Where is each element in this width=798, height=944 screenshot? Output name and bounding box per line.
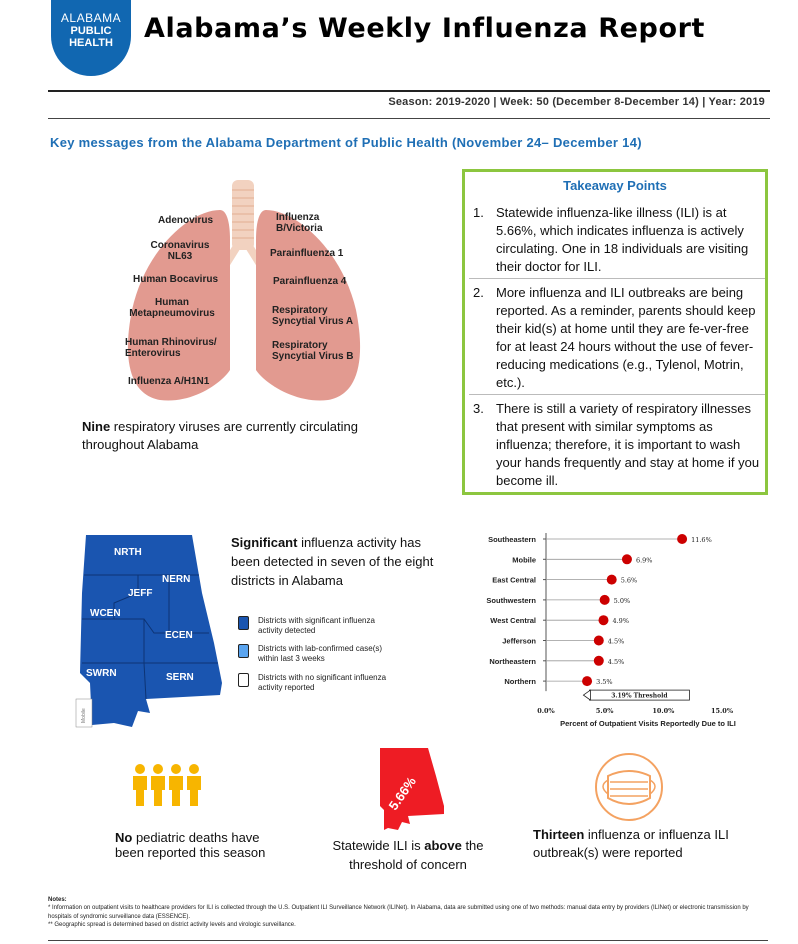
virus-label-influenza-b: Influenza B/Victoria	[276, 212, 323, 234]
chart-value-label: 5.0%	[613, 596, 631, 605]
point-text: Statewide influenza-like illness (ILI) is at 5.66%, which indicates influenza is actively circulating. One in 18 individuals are visiting their doctor for ILI.	[496, 205, 749, 274]
virus-label-metapneumovirus: Human Metapneumovirus	[129, 297, 215, 319]
chart-value-label: 5.6%	[620, 576, 638, 585]
notes	[48, 896, 768, 929]
legend-item-no-activity	[238, 673, 398, 693]
statewide-pre: Statewide ILI is	[332, 838, 425, 853]
nine-viruses-text	[82, 418, 402, 454]
map-label-swrn: SWRN	[86, 668, 117, 679]
takeaway-title: Takeaway Points	[563, 178, 667, 193]
chart-x-tick-label: 0.0%	[537, 707, 555, 715]
map-label-nrth: NRTH	[114, 547, 142, 558]
chart-x-tick-label: 15.0%	[710, 707, 734, 715]
chart-point	[594, 636, 604, 646]
point-divider	[469, 394, 765, 395]
legend-swatch	[238, 644, 249, 658]
report-title: Alabama’s Weekly Influenza Report	[144, 13, 706, 44]
legend-text: Districts with lab-confirmed case(s) within last 3 weeks	[258, 644, 383, 663]
children-icon	[130, 763, 206, 812]
statewide-ili-text	[318, 836, 498, 874]
chart-category-label: Northern	[504, 677, 536, 687]
legend-item-significant	[238, 616, 398, 636]
alabama-district-map	[74, 533, 224, 729]
chart-threshold-label: 3.19% Threshold	[611, 692, 668, 700]
significant-activity-text	[231, 533, 441, 590]
chart-point	[607, 575, 617, 585]
chart-point	[582, 676, 592, 686]
virus-label-adenovirus: Adenovirus	[158, 215, 214, 226]
chart-value-label: 6.9%	[635, 556, 653, 565]
takeaway-point-2	[473, 284, 761, 392]
chart-value-label: 3.5%	[596, 678, 613, 687]
significant-rest: influenza activity has been detected in seven of the eight districts in Alabama	[231, 535, 434, 588]
notes-line-1: * Information on outpatient visits to healthcare providers for ILI is collected through the U.S. Outpatient ILI Surveillance Network (ILINet). In Alabama, data are submitted using one of two methods: manual data entry by providers (ILINet) or electronic transmission by hospitals of syndromic surveillance data (ESSENCE).	[48, 905, 749, 920]
point-number: 1.	[473, 205, 484, 220]
chart-category-label: Northeastern	[489, 656, 536, 666]
notes-line-2: ** Geographic spread is determined based on district activity levels and virologic surveillance.	[48, 921, 296, 928]
nine-bold: Nine	[82, 419, 111, 434]
point-text: More influenza and ILI outbreaks are being reported. As a reminder, parents should keep their kid(s) at home until they are fe-ver-free for at least 24 hours without the use of fever-reducing medications (e.g., Tylenol, Motrin, etc.).	[496, 285, 756, 390]
map-label-jeff: JEFF	[128, 588, 153, 599]
chart-x-tick-label: 5.0%	[595, 707, 614, 715]
chart-point	[594, 656, 604, 666]
chart-point	[600, 595, 610, 605]
outbreaks-bold: Thirteen	[533, 827, 585, 842]
point-number: 3.	[473, 401, 484, 416]
deaths-bold: No	[115, 830, 133, 845]
adph-logo	[51, 0, 131, 76]
chart-value-label: 4.5%	[607, 657, 625, 666]
chart-category-label: Southwestern	[486, 595, 536, 605]
logo-line-2: PUBLIC	[70, 25, 112, 37]
nine-rest: respiratory viruses are currently circulating throughout Alabama	[82, 419, 358, 452]
legend-swatch	[238, 616, 249, 630]
chart-category-label: East Central	[492, 575, 536, 585]
logo-line-3: HEALTH	[69, 37, 113, 49]
outbreaks-text	[533, 826, 753, 862]
map-label-nern: NERN	[162, 574, 191, 585]
alabama-ili-icon	[378, 746, 448, 837]
chart-value-label: 4.9%	[612, 617, 630, 626]
map-label-ecen: ECEN	[165, 630, 193, 641]
statewide-bold: above	[424, 838, 462, 853]
takeaway-box	[462, 169, 768, 495]
ili-district-chart	[470, 525, 770, 735]
virus-label-parainfluenza-1: Parainfluenza 1	[270, 248, 344, 259]
significant-bold: Significant	[231, 535, 298, 550]
chart-category-label: Southeastern	[488, 535, 536, 544]
virus-label-rsv-b: Respiratory Syncytial Virus B	[272, 340, 354, 362]
virus-label-bocavirus: Human Bocavirus	[133, 274, 219, 285]
takeaway-point-1	[473, 204, 761, 276]
virus-label-rhinovirus: Human Rhinovirus/ Enterovirus	[125, 337, 217, 359]
face-mask-icon	[594, 752, 664, 827]
outbreaks-rest: influenza or influenza ILI outbreak(s) were reported	[533, 827, 729, 860]
ili-map-value: 5.66%	[385, 774, 420, 813]
takeaway-point-3	[473, 400, 761, 490]
point-text: There is still a variety of respiratory illnesses that present with similar symptoms as influenza; therefore, it is important to wash your hands frequently and stay at home if you become ill.	[496, 401, 760, 488]
chart-point	[622, 554, 632, 564]
chart-point	[677, 534, 687, 544]
map-label-wcen: WCEN	[90, 608, 121, 619]
chart-category-label: Jefferson	[502, 636, 536, 646]
chart-value-label: 11.6%	[691, 536, 712, 544]
legend-item-lab-confirmed	[238, 644, 398, 664]
footer-rule	[48, 940, 768, 941]
virus-label-h1n1: Influenza A/H1N1	[128, 376, 210, 387]
chart-x-axis-label: Percent of Outpatient Visits Reportedly Due to ILI	[560, 719, 736, 728]
map-label-sern: SERN	[166, 672, 194, 683]
virus-label-rsv-a: Respiratory Syncytial Virus A	[272, 305, 354, 327]
notes-title: Notes:	[48, 897, 67, 903]
map-label-mobile: Mobile	[81, 708, 87, 723]
legend-text: Districts with significant influenza activity detected	[258, 616, 375, 635]
chart-value-label: 4.5%	[607, 637, 625, 646]
deaths-rest: pediatric deaths have been reported this season	[115, 830, 266, 860]
legend-text: Districts with no significant influenza activity reported	[258, 673, 387, 692]
chart-category-label: Mobile	[512, 555, 536, 565]
legend-swatch	[238, 673, 249, 687]
header-rule	[48, 90, 770, 92]
point-number: 2.	[473, 285, 484, 300]
header-rule-2	[48, 118, 770, 119]
chart-category-label: West Central	[490, 616, 536, 626]
no-pediatric-deaths-text	[115, 830, 275, 860]
season-line: Season: 2019-2020 | Week: 50 (December 8-December 14) | Year: 2019	[388, 96, 765, 108]
logo-line-1: ALABAMA	[60, 11, 122, 25]
virus-label-parainfluenza-4: Parainfluenza 4	[273, 276, 347, 287]
virus-label-coronavirus: Coronavirus NL63	[150, 240, 210, 262]
statewide-post: the threshold of concern	[349, 838, 484, 872]
chart-point	[598, 615, 608, 625]
chart-x-tick-label: 10.0%	[652, 707, 675, 715]
key-messages-heading: Key messages from the Alabama Department of Public Health (November 24– December 14)	[50, 135, 642, 150]
point-divider	[469, 278, 765, 279]
chart-threshold-arrow	[583, 690, 590, 700]
